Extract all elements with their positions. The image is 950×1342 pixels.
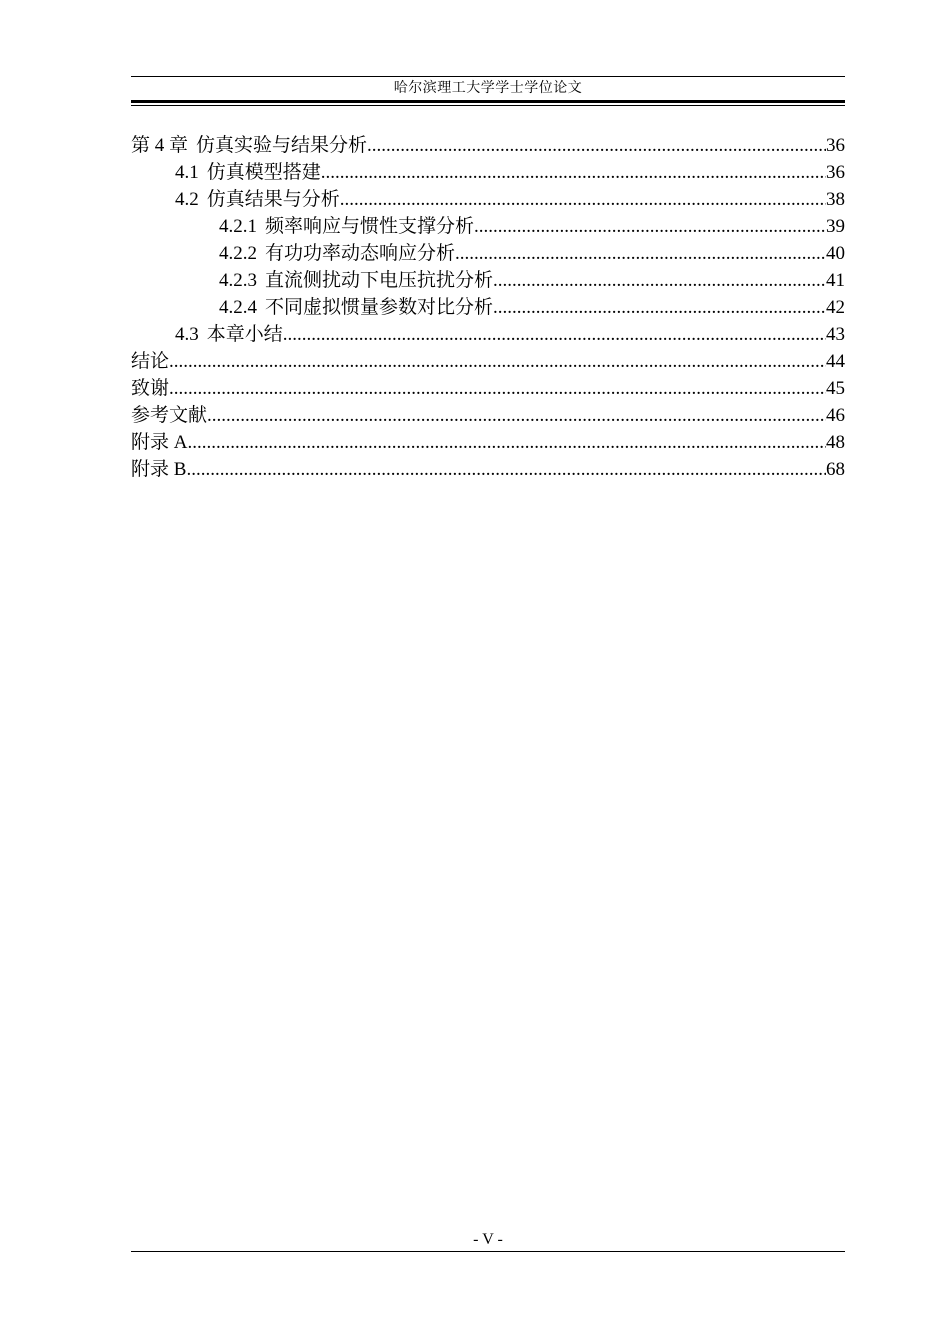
- toc-entry-conclusion[interactable]: [131, 348, 845, 375]
- toc-entry-number: 第 4 章: [131, 135, 189, 156]
- toc-entry-acknowledgements[interactable]: [131, 375, 845, 402]
- toc-entry-number: 4.2: [175, 189, 199, 210]
- toc-entry-page: 68: [826, 459, 845, 480]
- toc-entry-title: 附录 A: [131, 432, 188, 453]
- toc-entry-page: 40: [826, 243, 845, 264]
- toc-entry-page: 44: [826, 351, 845, 372]
- toc-entry-4-2-4[interactable]: [131, 294, 845, 321]
- toc-entry-appendix-b[interactable]: [131, 456, 845, 483]
- toc-entry-title: 仿真实验与结果分析: [196, 135, 368, 156]
- toc-entry-number: 4.2.4: [219, 297, 257, 318]
- toc-entry-title: 仿真模型搭建: [206, 162, 321, 183]
- table-of-contents: [131, 132, 845, 483]
- toc-dot-leader: [493, 267, 826, 294]
- toc-dot-leader: [283, 321, 826, 348]
- toc-dot-leader: [321, 159, 826, 186]
- toc-entry-page: 38: [826, 189, 845, 210]
- toc-entry-title: 频率响应与惯性支撑分析: [265, 216, 475, 237]
- header-thin-rule: [131, 105, 845, 106]
- toc-entry-4-1[interactable]: [131, 159, 845, 186]
- toc-dot-leader: [493, 294, 826, 321]
- footer-rule: [131, 1251, 845, 1252]
- toc-entry-4-2-3[interactable]: [131, 267, 845, 294]
- toc-entry-4-2[interactable]: [131, 186, 845, 213]
- page-header: [131, 76, 845, 106]
- toc-entry-page: 48: [826, 432, 845, 453]
- toc-entry-4-2-1[interactable]: [131, 213, 845, 240]
- toc-entry-page: 41: [826, 270, 845, 291]
- toc-dot-leader: [207, 402, 826, 429]
- toc-entry-4-3[interactable]: [131, 321, 845, 348]
- toc-entry-number: 4.2.3: [219, 270, 257, 291]
- header-thick-rule: [131, 100, 845, 103]
- toc-dot-leader: [169, 375, 826, 402]
- toc-dot-leader: [169, 348, 826, 375]
- toc-entry-title: 直流侧扰动下电压抗扰分析: [265, 270, 494, 291]
- page-number: - V -: [473, 1231, 503, 1248]
- toc-dot-leader: [187, 429, 826, 456]
- page-footer: [131, 1230, 845, 1254]
- toc-dot-leader: [367, 132, 826, 159]
- toc-entry-number: 4.3: [175, 324, 199, 345]
- toc-entry-page: 43: [826, 324, 845, 345]
- toc-entry-number: 4.2.1: [219, 216, 257, 237]
- toc-entry-page: 39: [826, 216, 845, 237]
- toc-entry-chapter-4[interactable]: [131, 132, 845, 159]
- toc-entry-number: 4.2.2: [219, 243, 257, 264]
- header-title: 哈尔滨理工大学学士学位论文: [393, 81, 583, 96]
- toc-entry-title: 本章小结: [206, 324, 283, 345]
- toc-entry-page: 46: [826, 405, 845, 426]
- toc-entry-title: 参考文献: [131, 405, 208, 426]
- toc-entry-page: 42: [826, 297, 845, 318]
- toc-dot-leader: [186, 456, 826, 483]
- toc-entry-page: 45: [826, 378, 845, 399]
- toc-entry-appendix-a[interactable]: [131, 429, 845, 456]
- toc-dot-leader: [340, 186, 826, 213]
- toc-entry-title: 结论: [131, 351, 170, 372]
- toc-entry-title: 不同虚拟惯量参数对比分析: [265, 297, 494, 318]
- header-top-rule: [131, 76, 845, 77]
- toc-dot-leader: [455, 240, 826, 267]
- toc-entry-title: 有功功率动态响应分析: [265, 243, 456, 264]
- toc-entry-4-2-2[interactable]: [131, 240, 845, 267]
- toc-entry-page: 36: [826, 162, 845, 183]
- toc-entry-number: 4.1: [175, 162, 199, 183]
- toc-entry-page: 36: [826, 135, 845, 156]
- toc-entry-title: 致谢: [131, 378, 170, 399]
- toc-entry-title: 仿真结果与分析: [206, 189, 340, 210]
- toc-entry-references[interactable]: [131, 402, 845, 429]
- toc-dot-leader: [474, 213, 826, 240]
- toc-entry-title: 附录 B: [131, 459, 187, 480]
